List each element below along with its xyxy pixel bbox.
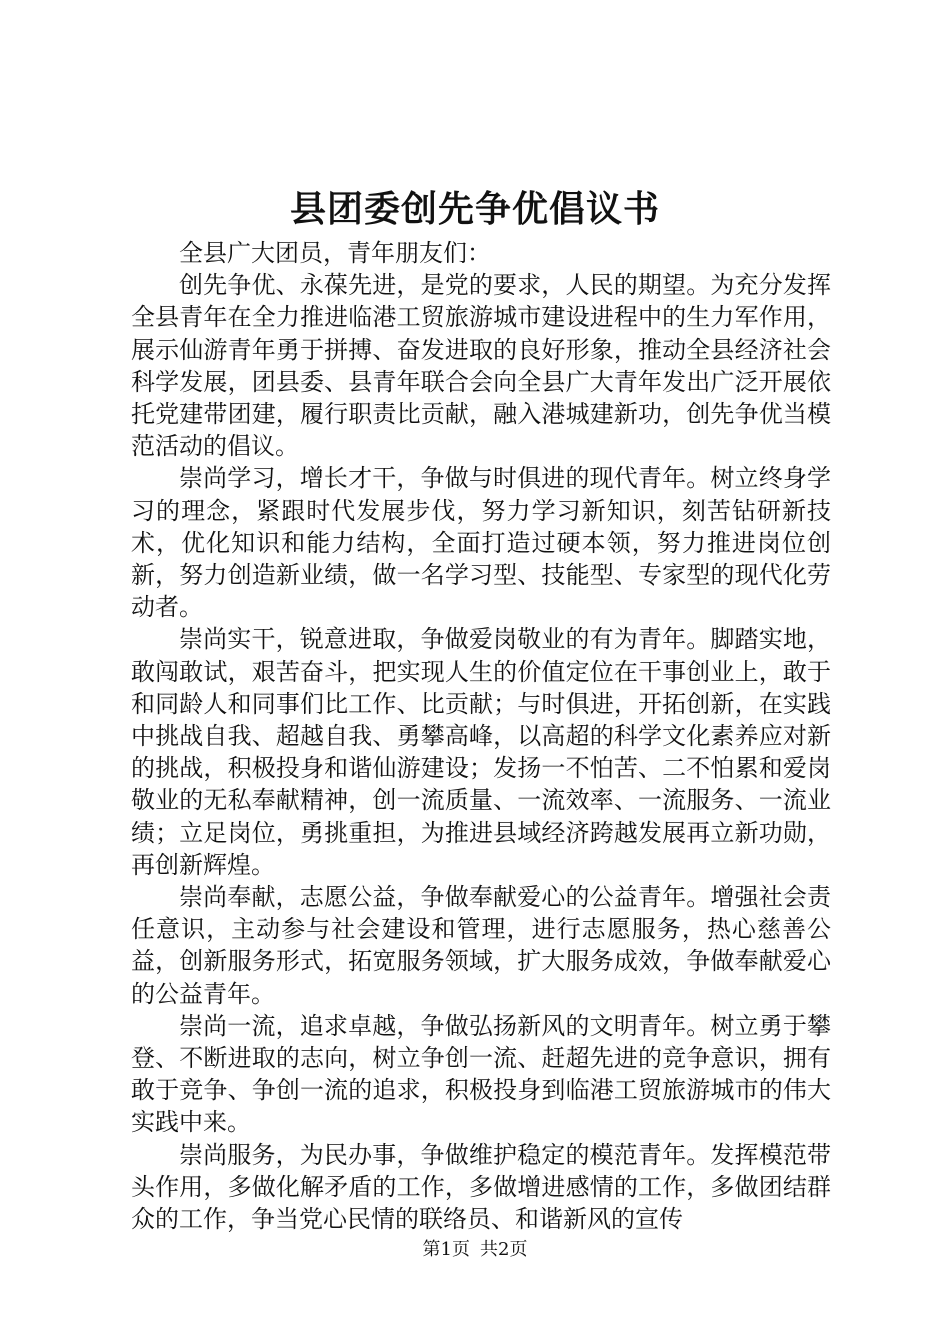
- page-footer: [0, 1238, 950, 1262]
- salutation: 全县广大团员，青年朋友们：: [179, 239, 491, 267]
- paragraph: 崇尚一流，追求卓越，争做弘扬新风的文明青年。树立勇于攀登、不断进取的志向，树立争创一流、赶超先进的竞争意识，拥有敢于竞争、争创一流的追求，积极投身到临港工贸旅游城市的伟大实践中来。: [131, 1011, 831, 1137]
- page-number: 第1页: [422, 1239, 470, 1260]
- paragraph: 崇尚实干，锐意进取，争做爱岗敬业的有为青年。脚踏实地，敢闯敢试，艰苦奋斗，把实现人生的价值定位在干事创业上，敢于和同龄人和同事们比工作、比贡献；与时俱进，开拓创新，在实践中挑战自我、超越自我、勇攀高峰，以高超的科学文化素养应对新的挑战，积极投身和谐仙游建设；发扬一不怕苦、二不怕累和爱岗敬业的无私奉献精神，创一流质量、一流效率、一流服务、一流业绩；立足岗位，勇挑重担，为推进县域经济跨越发展再立新功勋，再创新辉煌。: [131, 625, 831, 879]
- page-total: 共2页: [480, 1239, 528, 1260]
- paragraph: 崇尚学习，增长才干，争做与时俱进的现代青年。树立终身学习的理念，紧跟时代发展步伐，努力学习新知识，刻苦钻研新技术，优化知识和能力结构，全面打造过硬本领，努力推进岗位创新，努力创造新业绩，做一名学习型、技能型、专家型的现代化劳动者。: [131, 464, 831, 622]
- paragraph: 创先争优、永葆先进，是党的要求，人民的期望。为充分发挥全县青年在全力推进临港工贸旅游城市建设进程中的生力军作用，展示仙游青年勇于拼搏、奋发进取的良好形象，推动全县经济社会科学发展，团县委、县青年联合会向全县广大青年发出广泛开展依托党建带团建，履行职责比贡献，融入港城建新功，创先争优当模范活动的倡议。: [131, 271, 831, 461]
- paragraph: 崇尚奉献，志愿公益，争做奉献爱心的公益青年。增强社会责任意识，主动参与社会建设和管理，进行志愿服务，热心慈善公益，创新服务形式，拓宽服务领域，扩大服务成效，争做奉献爱心的公益青年。: [131, 883, 831, 1008]
- document-title: 县团委创先争优倡议书: [289, 189, 660, 230]
- paragraph: 崇尚服务，为民办事，争做维护稳定的模范青年。发挥模范带头作用，多做化解矛盾的工作，多做增进感情的工作，多做团结群众的工作，争当党心民情的联络员、和谐新风的宣传: [131, 1140, 831, 1234]
- document-body: [131, 237, 831, 1235]
